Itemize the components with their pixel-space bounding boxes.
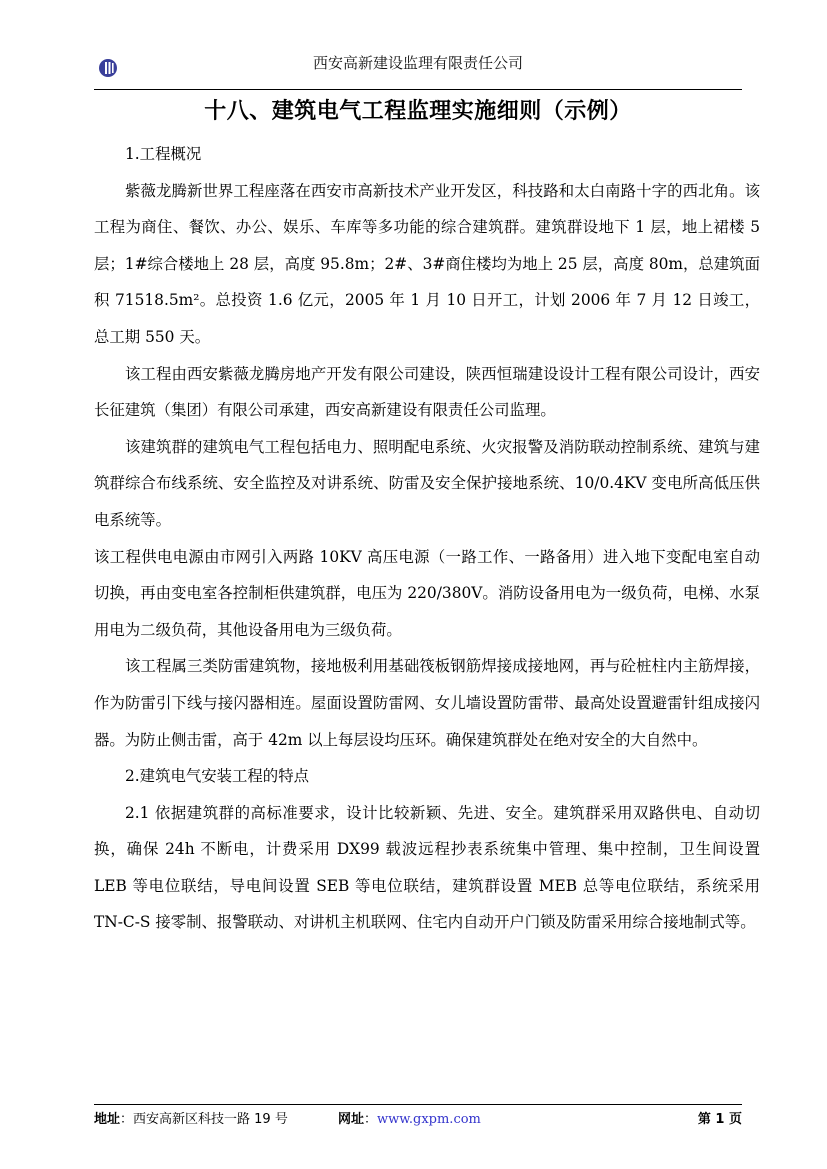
- website-separator: ：: [364, 1112, 378, 1127]
- paragraph: 该工程供电电源由市网引入两路 10KV 高压电源（一路工作、一路备用）进入地下变配电室自动切换，再由变电室各控制柜供建筑群，电压为 220/380V。消防设备用电为一级负荷，电梯、水泵用电为二级负荷，其他设备用电为三级负荷。: [94, 547, 760, 639]
- header-divider: [94, 89, 742, 90]
- section-heading-2: 2.建筑电气安装工程的特点: [125, 767, 309, 786]
- document-body: [94, 136, 760, 941]
- page-suffix: 页: [724, 1112, 742, 1127]
- address-value: ：西安高新区科技一路 19 号: [120, 1112, 288, 1127]
- address-label: 地址: [94, 1112, 121, 1127]
- paragraph: 该工程属三类防雷建筑物，接地极利用基础筏板钢筋焊接成接地网，再与砼桩柱内主筋焊接，作为防雷引下线与接闪器相连。屋面设置防雷网、女儿墙设置防雷带、最高处设置避雷针组成接闪器。为防止侧击雷，高于 42m 以上每层设均压环。确保建筑群处在绝对安全的大自然中。: [94, 657, 760, 749]
- website-label: 网址: [338, 1112, 365, 1127]
- paragraph: 该建筑群的建筑电气工程包括电力、照明配电系统、火灾报警及消防联动控制系统、建筑与建筑群综合布线系统、安全监控及对讲系统、防雷及安全保护接地系统、10/0.4KV 变电所高低压供电系统等。: [94, 437, 760, 529]
- page-header: [94, 48, 742, 88]
- section-heading-1: 1.工程概况: [125, 145, 202, 163]
- paragraph: 2.1 依据建筑群的高标准要求，设计比较新颖、先进、安全。建筑群采用双路供电、自动切换，确保 24h 不断电，计费采用 DX99 载波远程抄表系统集中管理、集中控制，卫生间设置 LEB 等电位联结，导电间设置 SEB 等电位联结，建筑群设置 MEB 总等电位联结，系统采用 TN-C-S 接零制、报警联动、对讲机主机联网、住宅内自动开户门锁及防雷采用综合接地制式等。: [94, 803, 760, 932]
- document-title: 十八、建筑电气工程监理实施细则（示例）: [204, 98, 632, 124]
- paragraph: 该工程由西安紫薇龙腾房地产开发有限公司建设，陕西恒瑞建设设计工程有限公司设计，西安长征建筑（集团）有限公司承建，西安高新建设有限责任公司监理。: [94, 364, 760, 420]
- company-name: 西安高新建设监理有限责任公司: [312, 54, 523, 72]
- website-link[interactable]: www.gxpm.com: [377, 1112, 481, 1127]
- page-footer: [94, 1108, 742, 1130]
- footer-website: [338, 1108, 481, 1127]
- footer-address: [94, 1108, 288, 1127]
- page-number-value: 1: [715, 1112, 725, 1127]
- paragraph: 紫薇龙腾新世界工程座落在西安市高新技术产业开发区，科技路和太白南路十字的西北角。该工程为商住、餐饮、办公、娱乐、车库等多功能的综合建筑群。建筑群设地下 1 层，地上裙楼 5 层；1#综合楼地上 28 层，高度 95.8m；2#、3#商住楼均为地上 25 层，高度 80m，总建筑面积 71518.5m²。总投资 1.6 亿元，2005 年 1 月 10 日开工，计划 2006 年 7 月 12 日竣工，总工期 550 天。: [94, 181, 760, 346]
- page-number: [698, 1108, 742, 1127]
- footer-divider: [94, 1104, 742, 1105]
- page-prefix: 第: [697, 1112, 716, 1127]
